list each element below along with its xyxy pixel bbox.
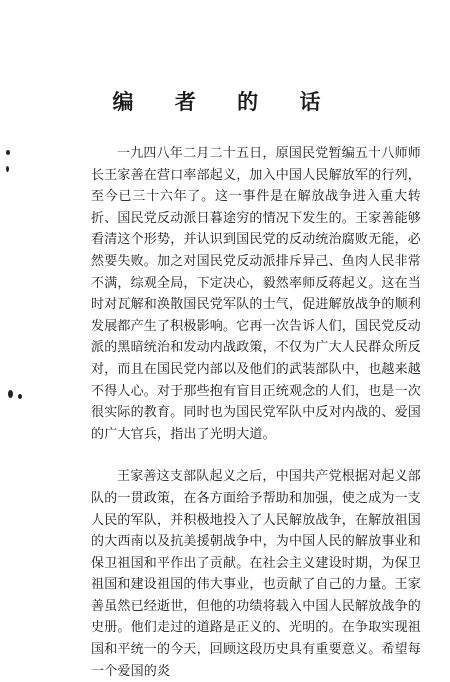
paragraph: 一九四八年二月二十五日，原国民党暂编五十八师师长王家善在营口率部起义，加入中国人民解放军的行列，至今已三十六年了。这一事件是在解放战争进入重大转折、国民党反动派日暮途穷的情况下发生的。王家善能够看清这个形势，并认识到国民党的反动统治腐败无能，必然要失败。加之对国民党反动派排斥异己、鱼肉人民非常不满，综观全局，下定决心，毅然率师反蒋起义。这在当时对瓦解和涣散国民党军队的士气，促进解放战争的顺利发展都产生了积极影响。它再一次告诉人们，国民党反动派的黑暗统治和发动内战政策，不仅为广大人民群众所反对，而且在国民党内部以及他们的武装部队中，也越来越不得人心。对于那些抱有盲目正统观念的人们，也是一次很实际的教育。同时也为国民党军队中反对内战的、爱国的广大官兵，指出了光明大道。 [91,146,422,442]
binding-mark [8,390,13,398]
binding-mark [18,394,22,399]
binding-mark [6,150,10,155]
binding-mark [6,166,9,172]
body-text [91,143,421,682]
paragraph: 王家善这支部队起义之后，中国共产党根据对起义部队的一贯政策，在各方面给予帮助和加强，使之成为一支人民的军队，并积极地投入了人民解放战争，在解放祖国的大西南以及抗美援朝战争中，为中国人民的解放事业和保卫祖国和平作出了贡献。在社会主义建设时期，为保卫祖国和建设祖国的伟大事业，也贡献了自己的力量。王家善虽然已经逝世，但他的功绩将载入中国人民解放战争的史册。他们走过的道路是正义的、光明的。在争取实现祖国和平统一的今天，回顾这段历史具有重要意义。希望每一个爱国的炎 [91,469,422,679]
page-title: 编 者 的 话 [112,89,338,114]
